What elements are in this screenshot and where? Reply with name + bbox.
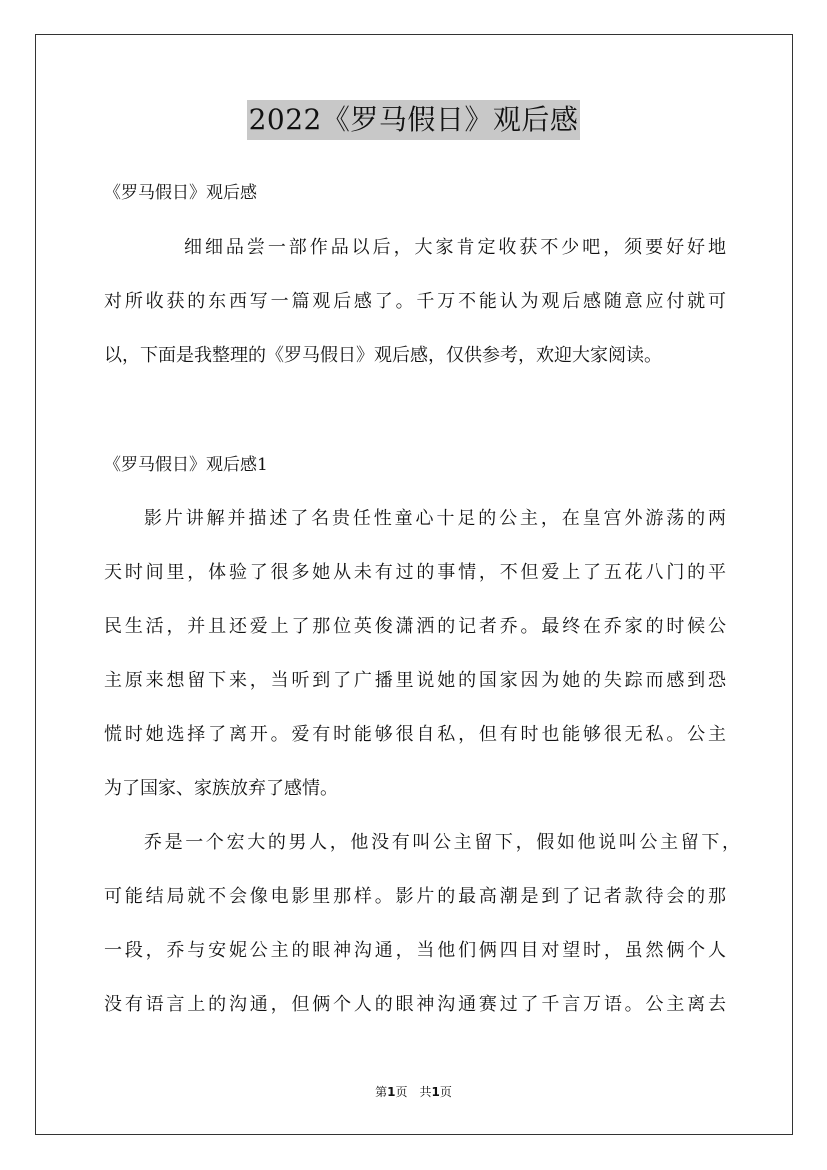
page-number: 1 (387, 1085, 396, 1099)
page-prefix: 第 (375, 1085, 388, 1099)
paragraph-line: 影片讲解并描述了名贵任性童心十足的公主，在皇宫外游荡的两 (144, 508, 726, 529)
paragraph-line: 为了国家、家族放弃了感情。 (104, 778, 338, 799)
paragraph-line: 慌时她选择了离开。爱有时能够很自私，但有时也能够很无私。公主 (104, 724, 726, 745)
page-footer (0, 1083, 827, 1101)
intro-line: 细细品尝一部作品以后，大家肯定收获不少吧，须要好好地 (184, 237, 726, 258)
paragraph-line: 可能结局就不会像电影里那样。影片的最高潮是到了记者款待会的那 (104, 886, 726, 907)
paragraph-line: 一段，乔与安妮公主的眼神沟通，当他们俩四目对望时，虽然俩个人 (104, 940, 726, 961)
paragraph-line: 天时间里，体验了很多她从未有过的事情，不但爱上了五花八门的平 (104, 562, 726, 583)
subtitle: 《罗马假日》观后感 (104, 183, 257, 203)
total-prefix: 共 (419, 1085, 432, 1099)
paragraph-line: 乔是一个宏大的男人，他没有叫公主留下，假如他说叫公主留下， (144, 832, 740, 853)
intro-line: 以，下面是我整理的《罗马假日》观后感，仅供参考，欢迎大家阅读。 (104, 345, 662, 366)
page-suffix: 页 (395, 1085, 408, 1099)
total-pages: 1 (431, 1085, 440, 1099)
paragraph-line: 民生活，并且还爱上了那位英俊潇洒的记者乔。最终在乔家的时候公 (104, 616, 726, 637)
total-suffix: 页 (439, 1085, 452, 1099)
document-title: 2022《罗马假日》观后感 (247, 100, 581, 140)
paragraph-line: 主原来想留下来，当听到了广播里说她的国家因为她的失踪而感到恐 (104, 670, 726, 691)
section-heading: 《罗马假日》观后感1 (104, 455, 268, 475)
intro-line: 对所收获的东西写一篇观后感了。千万不能认为观后感随意应付就可 (104, 291, 726, 312)
paragraph-line: 没有语言上的沟通，但俩个人的眼神沟通赛过了千言万语。公主离去 (104, 994, 726, 1015)
title-container (0, 100, 827, 140)
